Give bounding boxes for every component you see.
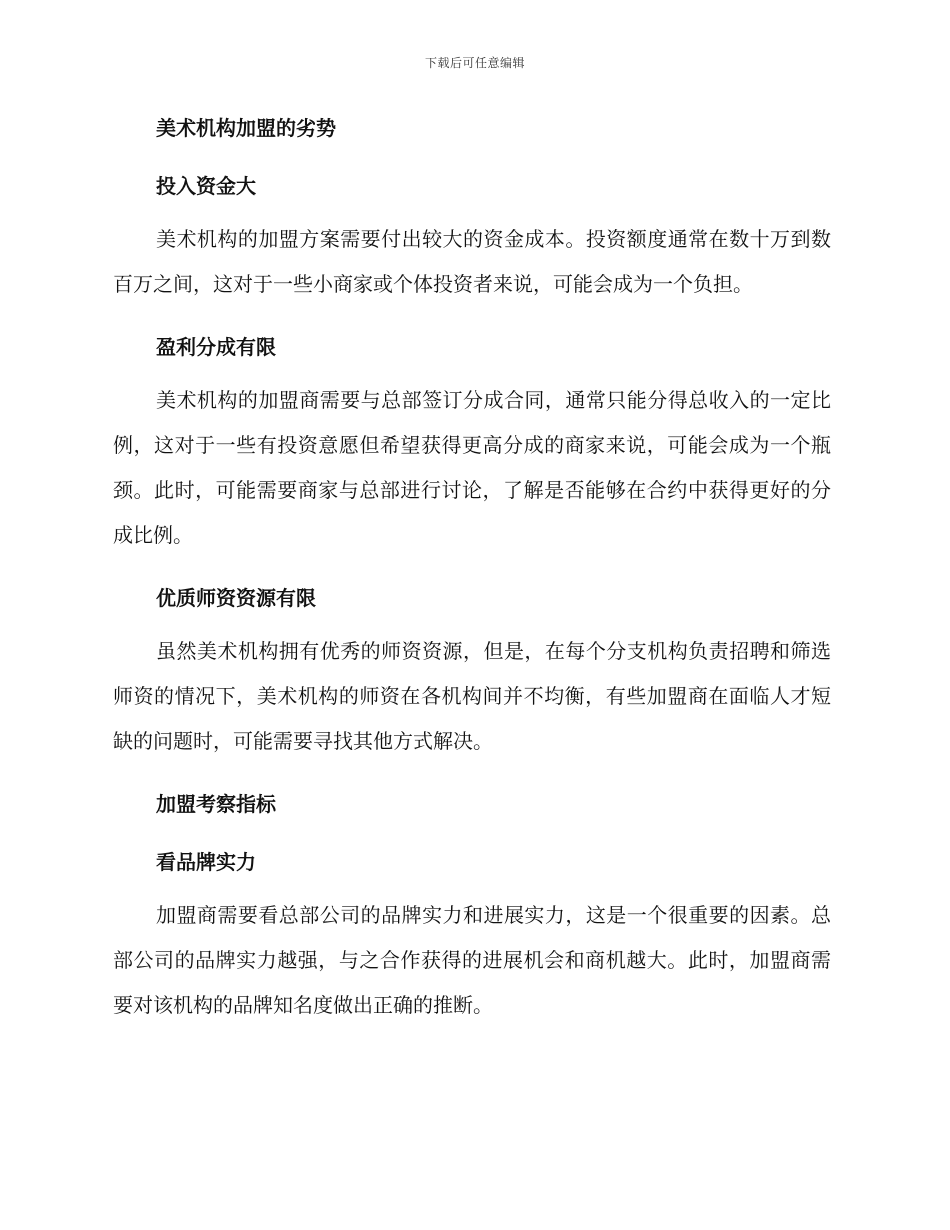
body-paragraph: 加盟商需要看总部公司的品牌实力和进展实力，这是一个很重要的因素。总部公司的品牌实力越强，与之合作获得的进展机会和商机越大。此时，加盟商需要对该机构的品牌知名度做出正确的推断。 bbox=[113, 903, 831, 1017]
subsection-heading: 优质师资资源有限 bbox=[156, 586, 316, 610]
section-heading: 加盟考察指标 bbox=[156, 792, 276, 816]
body-paragraph: 美术机构的加盟方案需要付出较大的资金成本。投资额度通常在数十万到数百万之间，这对于一些小商家或个体投资者来说，可能会成为一个负担。 bbox=[113, 227, 831, 296]
document-body bbox=[113, 110, 831, 1028]
subsection-heading: 投入资金大 bbox=[156, 174, 256, 198]
section-heading: 美术机构加盟的劣势 bbox=[156, 116, 336, 140]
body-paragraph: 美术机构的加盟商需要与总部签订分成合同，通常只能分得总收入的一定比例，这对于一些有投资意愿但希望获得更高分成的商家来说，可能会成为一个瓶颈。此时，可能需要商家与总部进行讨论，了解是否能够在合约中获得更好的分成比例。 bbox=[113, 388, 831, 547]
body-paragraph: 虽然美术机构拥有优秀的师资资源，但是，在每个分支机构负责招聘和筛选师资的情况下，美术机构的师资在各机构间并不均衡，有些加盟商在面临人才短缺的问题时，可能需要寻找其他方式解决。 bbox=[113, 639, 831, 753]
page-header: 下载后可任意编辑 bbox=[424, 56, 525, 70]
subsection-heading: 看品牌实力 bbox=[156, 850, 256, 874]
subsection-heading: 盈利分成有限 bbox=[156, 335, 276, 359]
